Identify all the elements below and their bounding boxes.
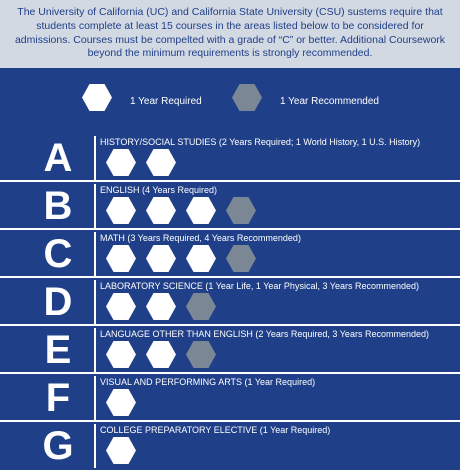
divider xyxy=(94,376,96,420)
intro-text: The University of California (UC) and California State University (CSU) sustems require that students complete at least 15 courses in the areas listed below to be considered for admissions. Courses must be compelted with a grade of “C” or better. Additional Coursework beyond the minimum requirements is strongly recommended. xyxy=(0,0,460,68)
subject-row xyxy=(0,326,460,374)
year-hexes xyxy=(106,245,266,277)
subject-title: HISTORY/SOCIAL STUDIES (2 Years Required; 1 World History, 1 U.S. History) xyxy=(100,137,421,147)
divider xyxy=(94,232,96,276)
legend-required-hex xyxy=(82,84,112,116)
subject-title: MATH (3 Years Required, 4 Years Recommended) xyxy=(100,233,301,243)
recommended-year-hex-icon xyxy=(226,197,256,224)
required-year-hex-icon xyxy=(106,293,136,320)
required-year-hex-icon xyxy=(106,341,136,368)
recommended-year-hex-icon xyxy=(226,245,256,272)
required-year-hex-icon xyxy=(106,149,136,176)
divider xyxy=(94,424,96,468)
subject-title: ENGLISH (4 Years Required) xyxy=(100,185,218,195)
required-year-hex-icon xyxy=(106,197,136,224)
subject-row xyxy=(0,422,460,470)
required-year-hex-icon xyxy=(106,389,136,416)
year-hexes xyxy=(106,389,146,421)
recommended-year-hex-icon xyxy=(186,293,216,320)
divider xyxy=(94,280,96,324)
recommended-year-hex-icon xyxy=(186,341,216,368)
divider xyxy=(94,184,96,228)
subject-letter: D xyxy=(43,280,73,324)
year-hexes xyxy=(106,197,266,229)
required-year-hex-icon xyxy=(106,245,136,272)
subject-row xyxy=(0,182,460,230)
subject-row xyxy=(0,230,460,278)
subject-title: VISUAL AND PERFORMING ARTS (1 Year Required) xyxy=(100,377,316,387)
subject-row xyxy=(0,134,460,182)
legend-required-label: 1 Year Required xyxy=(130,96,202,107)
subject-letter: C xyxy=(43,232,73,276)
subject-row xyxy=(0,278,460,326)
required-year-hex-icon xyxy=(146,245,176,272)
subject-title: COLLEGE PREPARATORY ELECTIVE (1 Year Required) xyxy=(100,425,331,435)
year-hexes xyxy=(106,437,146,469)
subject-letter: E xyxy=(44,328,72,372)
required-year-hex-icon xyxy=(146,293,176,320)
subject-title: LANGUAGE OTHER THAN ENGLISH (2 Years Required, 3 Years Recommended) xyxy=(100,329,429,339)
required-year-hex-icon xyxy=(146,341,176,368)
required-year-hex-icon xyxy=(146,149,176,176)
year-hexes xyxy=(106,293,226,325)
legend xyxy=(0,84,460,118)
legend-recommended-hex xyxy=(232,84,262,116)
divider xyxy=(94,328,96,372)
required-year-hex-icon xyxy=(186,245,216,272)
subject-letter: B xyxy=(43,184,73,228)
divider xyxy=(94,136,96,180)
subject-title: LABORATORY SCIENCE (1 Year Life, 1 Year Physical, 3 Years Recommended) xyxy=(100,281,420,291)
legend-recommended-label: 1 Year Recommended xyxy=(280,96,379,107)
subject-letter: G xyxy=(42,424,74,468)
subject-row xyxy=(0,374,460,422)
year-hexes xyxy=(106,149,186,181)
subject-letter: F xyxy=(45,376,71,420)
required-year-hex-icon xyxy=(186,197,216,224)
year-hexes xyxy=(106,341,226,373)
subject-letter: A xyxy=(43,136,73,180)
required-year-hex-icon xyxy=(146,197,176,224)
